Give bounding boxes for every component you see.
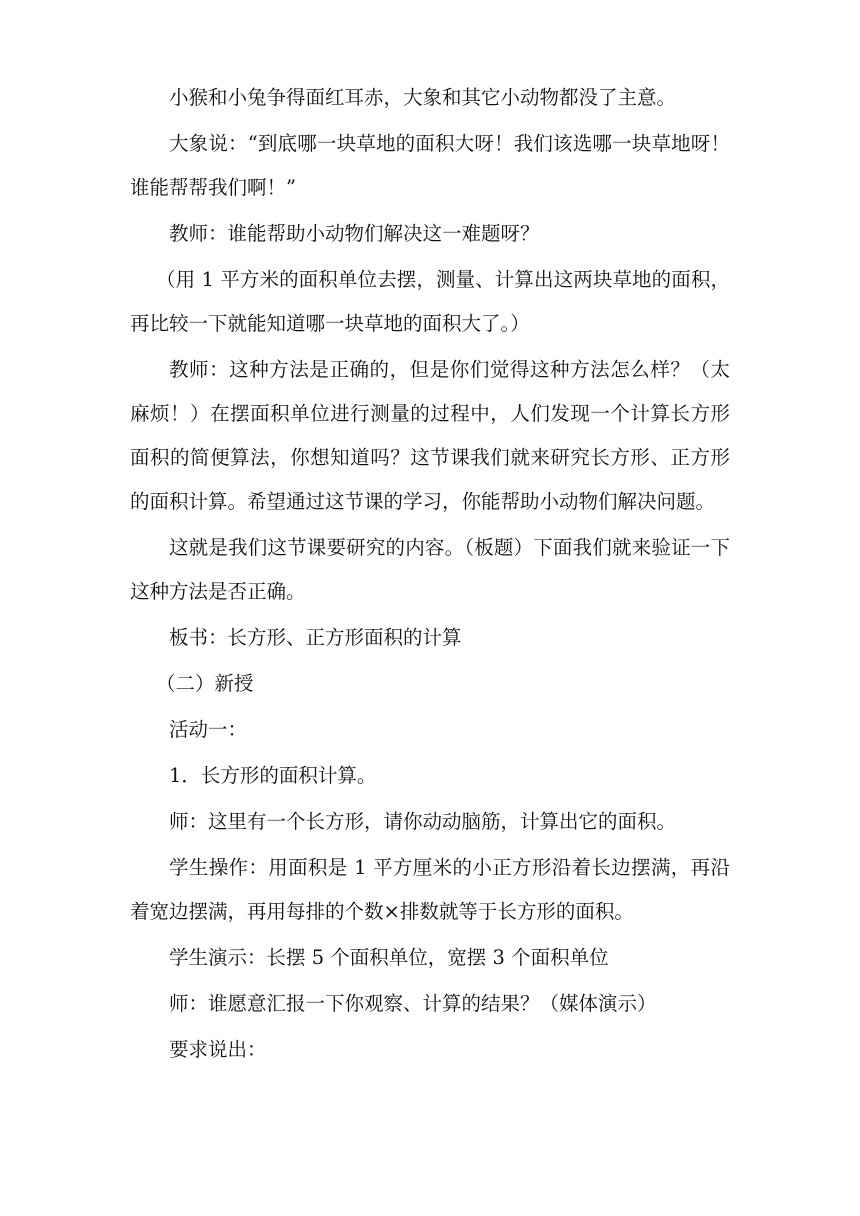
paragraph: 师：谁愿意汇报一下你观察、计算的结果？（媒体演示） (169, 992, 657, 1015)
paragraph: 教师：这种方法是正确的，但是你们觉得这种方法怎么样？（太麻烦！）在摆面积单位进行测量的过程中，人们发现一个计算长方形面积的简便算法，你想知道吗？这节课我们就来研究长方形、正方形的面积计算。希望通过这节课的学习，你能帮助小动物们解决问题。 (130, 358, 730, 513)
paragraph: 小猴和小兔争得面红耳赤，大象和其它小动物都没了主意。 (169, 86, 677, 109)
document-body (130, 76, 730, 1074)
paragraph: 学生演示：长摆 5 个面积单位，宽摆 3 个面积单位 (169, 946, 609, 969)
section-heading: （二）新授 (156, 672, 254, 695)
paragraph: 活动一： (169, 718, 248, 741)
paragraph: 板书：长方形、正方形面积的计算 (169, 626, 462, 649)
paragraph: 大象说：“到底哪一块草地的面积大呀！我们该选哪一块草地呀！谁能帮帮我们啊！” (130, 132, 730, 199)
paragraph: 师：这里有一个长方形，请你动动脑筋，计算出它的面积。 (169, 810, 677, 833)
paragraph: 要求说出： (169, 1038, 267, 1061)
paragraph: （用 1 平方米的面积单位去摆，测量、计算出这两块草地的面积，再比较一下就能知道哪一块草地的面积大了。） (130, 268, 730, 335)
paragraph: 学生操作：用面积是 1 平方厘米的小正方形沿着长边摆满，再沿着宽边摆满，再用每排的个数×排数就等于长方形的面积。 (130, 856, 730, 923)
paragraph: 教师：谁能帮助小动物们解决这一难题呀？ (169, 222, 540, 245)
paragraph: 这就是我们这节课要研究的内容。（板题）下面我们就来验证一下这种方法是否正确。 (130, 536, 730, 603)
paragraph: 1．长方形的面积计算。 (169, 764, 377, 787)
